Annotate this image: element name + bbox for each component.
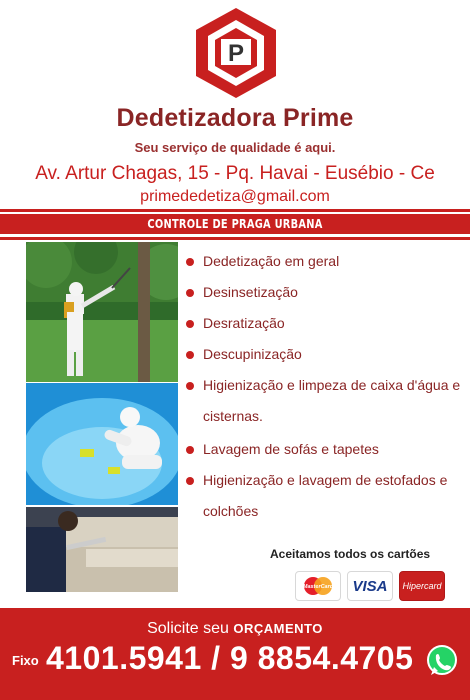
- hexagon-p-logo-icon: [193, 6, 279, 100]
- brand-name: Dedetizadora Prime: [116, 104, 354, 132]
- payment-cards-label: Aceitamos todos os cartões: [270, 547, 431, 561]
- address: Av. Artur Chagas, 15 - Pq. Havai - Eusébio - Ce: [35, 163, 435, 184]
- logo-letter: P: [227, 40, 245, 67]
- phone-numbers[interactable]: 4101.5941 / 9 8854.4705: [46, 640, 414, 676]
- service-item: [186, 347, 466, 362]
- phone-label: Fixo: [12, 653, 39, 668]
- whatsapp-icon[interactable]: [425, 644, 459, 678]
- visa-text: VISA: [352, 577, 388, 595]
- service-label: Higienização e limpeza de caixa d'água e cisternas.: [203, 377, 461, 424]
- service-label: Descupinização: [203, 346, 302, 362]
- red-dot-icon: [186, 477, 194, 485]
- banner-top-stripe: [0, 209, 470, 212]
- photo-spraying-garden: [26, 242, 178, 382]
- red-dot-icon: [186, 446, 194, 454]
- cta-prefix: Solicite seu: [147, 620, 229, 637]
- red-dot-icon: [186, 320, 194, 328]
- mastercard-logo: [295, 571, 341, 601]
- red-dot-icon: [186, 289, 194, 297]
- service-label: Higienização e lavagem de estofados e colchões: [203, 472, 448, 519]
- mastercard-text: MasterCard: [302, 584, 334, 590]
- service-item: [186, 442, 466, 457]
- quote-cta: [0, 620, 470, 638]
- cta-emphasis: ORÇAMENTO: [233, 621, 323, 636]
- red-dot-icon: [186, 258, 194, 266]
- photo-cleaning-water-tank: [26, 383, 178, 505]
- red-dot-icon: [186, 382, 194, 390]
- service-item: [186, 465, 466, 527]
- mastercard-icon: [298, 574, 338, 598]
- service-label: Desratização: [203, 315, 285, 331]
- service-item: [186, 370, 466, 432]
- service-label: Lavagem de sofás e tapetes: [203, 441, 379, 457]
- service-item: [186, 316, 466, 331]
- photo-sofa-cleaning: [26, 507, 178, 592]
- services-list: [186, 254, 466, 549]
- service-label: Desinsetização: [203, 284, 298, 300]
- hipercard-text: Hipercard: [402, 581, 442, 591]
- hipercard-logo: [399, 571, 445, 601]
- visa-logo: [347, 571, 393, 601]
- banner-bottom-stripe: [0, 237, 470, 240]
- email-link[interactable]: primededetiza@gmail.com: [140, 188, 330, 205]
- service-item: [186, 285, 466, 300]
- service-label: Dedetização em geral: [203, 253, 340, 269]
- section-banner-title: CONTROLE DE PRAGA URBANA: [147, 217, 323, 231]
- tagline: Seu serviço de qualidade é aqui.: [134, 140, 336, 155]
- red-dot-icon: [186, 351, 194, 359]
- service-item: [186, 254, 466, 269]
